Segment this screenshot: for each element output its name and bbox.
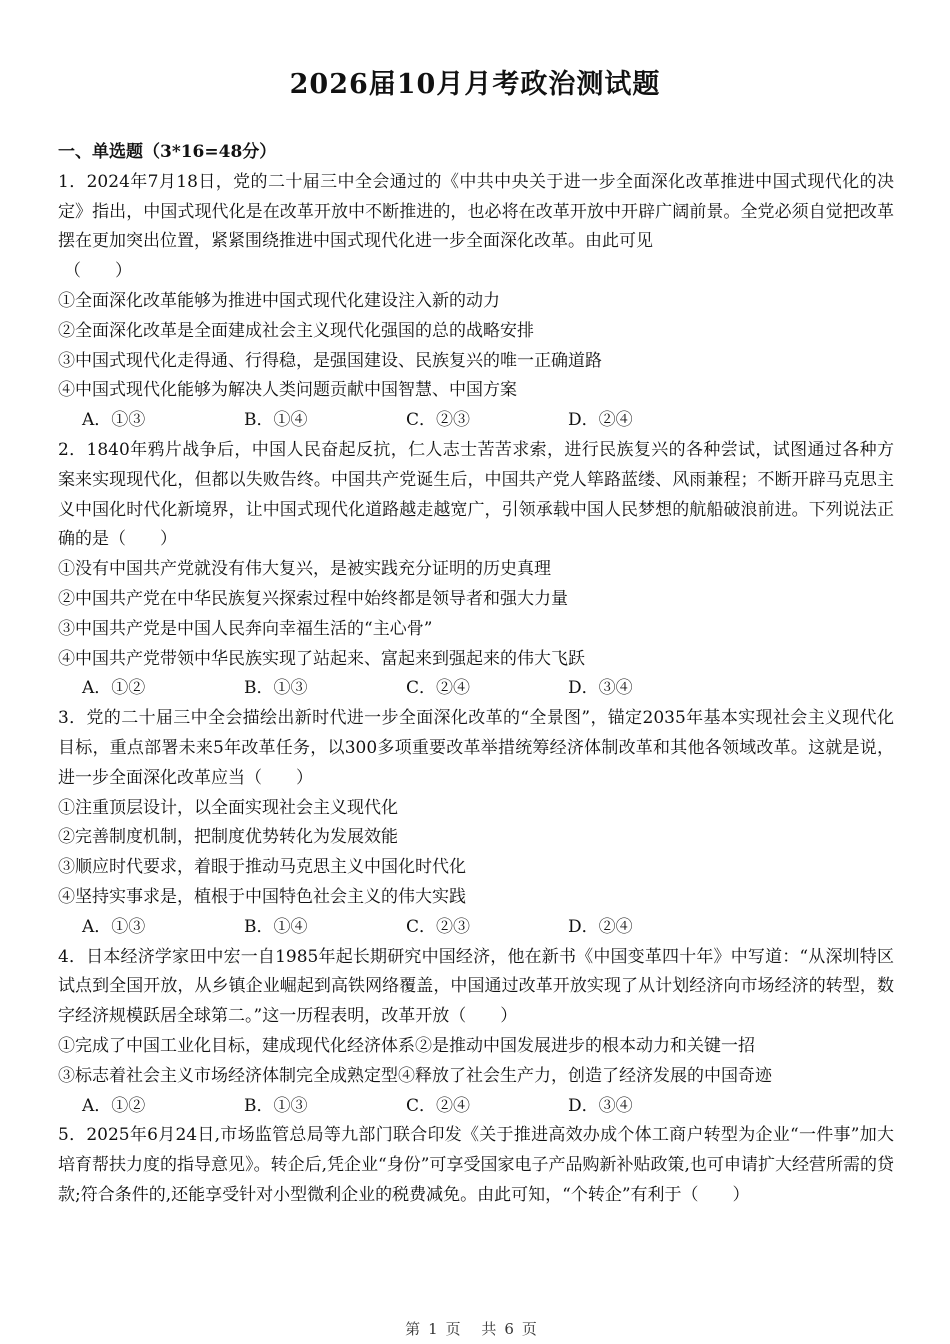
question-2-option: ②中国共产党在中华民族复兴探索过程中始终都是领导者和强大力量 [58, 588, 568, 609]
choice-a: A．①② [82, 1095, 146, 1116]
choice-d: D．②④ [568, 916, 633, 937]
question-5-stem: 5．2025年6月24日,市场监管总局等九部门联合印发《关于推进高效办成个体工商户转型为企业“一件事”加大培育帮扶力度的指导意见》。转企后,凭企业“身份”可享受国家电子产品购新补贴政策,也可申请扩大经营所需的贷款;符合条件的,还能享受针对小型微利企业的税费减免。由此可知，“个转企”有利于（ ） [58, 1125, 894, 1205]
question-1-option: ①全面深化改革能够为推进中国式现代化建设注入新的动力 [58, 290, 500, 311]
question-2-option: ③中国共产党是中国人民奔向幸福生活的“主心骨” [58, 618, 433, 639]
choice-a: A．①③ [82, 916, 146, 937]
question-3-stem: 3．党的二十届三中全会描绘出新时代进一步全面深化改革的“全景图”，锚定2035年基本实现社会主义现代化目标，重点部署未来5年改革任务，以300多项重要改革举措统筹经济体制改革和其他各领域改革。这就是说，进一步全面深化改革应当（ ） [58, 708, 894, 788]
exam-title: 2026届10月月考政治测试题 [289, 69, 661, 100]
choice-d: D．③④ [568, 1095, 633, 1116]
choice-b: B．①③ [244, 1095, 308, 1116]
question-2-option: ④中国共产党带领中华民族实现了站起来、富起来到强起来的伟大飞跃 [58, 648, 585, 669]
question-3-choices [58, 913, 894, 943]
question-1-paren: （ ） [64, 261, 132, 282]
question-3-option: ②完善制度机制，把制度优势转化为发展效能 [58, 827, 398, 848]
question-3-option: ①注重顶层设计，以全面实现社会主义现代化 [58, 797, 398, 818]
choice-a: A．①③ [82, 410, 146, 431]
question-1-choices [58, 406, 894, 436]
question-2-choices [58, 674, 894, 704]
choice-c: C．②③ [406, 410, 471, 431]
choice-b: B．①③ [244, 678, 308, 699]
choice-b: B．①④ [244, 410, 308, 431]
question-1-option: ②全面深化改革是全面建成社会主义现代化强国的总的战略安排 [58, 320, 534, 341]
choice-c: C．②④ [406, 1095, 471, 1116]
choice-b: B．①④ [244, 916, 308, 937]
question-5 [58, 1121, 894, 1210]
question-1-option: ③中国式现代化走得通、行得稳，是强国建设、民族复兴的唯一正确道路 [58, 350, 602, 371]
question-3-option: ④坚持实事求是，植根于中国特色社会主义的伟大实践 [58, 886, 466, 907]
question-2-option: ①没有中国共产党就没有伟大复兴，是被实践充分证明的历史真理 [58, 559, 551, 580]
question-4-stem: 4．日本经济学家田中宏一自1985年起长期研究中国经济，他在新书《中国变革四十年》中写道：“从深圳特区试点到全国开放，从乡镇企业崛起到高铁网络覆盖，中国通过改革开放实现了从计划经济向市场经济的转型，数字经济规模跃居全球第二。”这一历程表明，改革开放（ ） [58, 946, 894, 1027]
question-4-choices [58, 1092, 894, 1122]
question-2-stem: 2．1840年鸦片战争后，中国人民奋起反抗，仁人志士苦苦求索，进行民族复兴的各种尝试，试图通过各种方案来实现现代化，但都以失败告终。中国共产党诞生后，中国共产党人筚路蓝缕、风雨兼程；不断开辟马克思主义中国化时代化新境界，让中国式现代化道路越走越宽广，引领承载中国人民梦想的航船破浪前进。下列说法正确的是（ ） [58, 439, 894, 550]
question-1-option: ④中国式现代化能够为解决人类问题贡献中国智慧、中国方案 [58, 380, 517, 401]
question-4-option: ①完成了中国工业化目标，建成现代化经济体系②是推动中国发展进步的根本动力和关键一招 [58, 1035, 755, 1056]
choice-a: A．①② [82, 678, 146, 699]
choice-c: C．②④ [406, 678, 471, 699]
question-3 [58, 704, 894, 942]
exam-content [58, 138, 894, 1211]
question-3-option: ③顺应时代要求，着眼于推动马克思主义中国化时代化 [58, 857, 466, 878]
question-4 [58, 943, 894, 1122]
section-heading: 一、单选题（3*16=48分） [58, 142, 277, 162]
question-2 [58, 436, 894, 704]
page-footer: 第1页 共6页 [405, 1320, 545, 1338]
choice-d: D．②④ [568, 410, 633, 431]
question-1-stem: 1．2024年7月18日，党的二十届三中全会通过的《中共中央关于进一步全面深化改革推进中国式现代化的决定》指出，中国式现代化是在改革开放中不断推进的，也必将在改革开放中开辟广阔前景。全党必须自觉把改革摆在更加突出位置，紧紧围绕推进中国式现代化进一步全面深化改革。由此可见 [58, 171, 894, 252]
question-1 [58, 168, 894, 436]
choice-c: C．②③ [406, 916, 471, 937]
question-4-option: ③标志着社会主义市场经济体制完全成熟定型④释放了社会生产力，创造了经济发展的中国奇迹 [58, 1065, 772, 1086]
choice-d: D．③④ [568, 678, 633, 699]
